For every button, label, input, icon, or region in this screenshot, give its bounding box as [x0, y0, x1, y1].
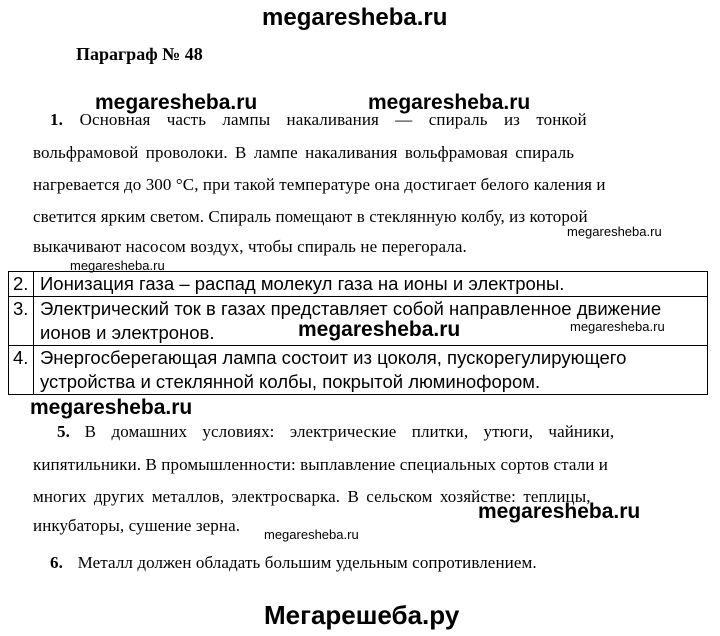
- answer-number: 1.: [50, 110, 63, 129]
- watermark: megaresheba.ru: [570, 319, 665, 334]
- watermark: megaresheba.ru: [567, 224, 662, 239]
- answer-line: Основная часть лампы накаливания — спираль из тонкой: [79, 110, 587, 129]
- table-cell-text: Энергосберегающая лампа состоит из цоколя, пускорегулирующего устройства и стеклянной колбы, покрытой люминофором.: [34, 346, 708, 395]
- answer-line: Металл должен обладать большим удельным сопротивлением.: [77, 553, 537, 572]
- watermark: megaresheba.ru: [30, 396, 193, 419]
- answer-line: В домашних условиях: электрические плитки, утюги, чайники,: [84, 422, 615, 441]
- page-title: Параграф № 48: [76, 44, 203, 64]
- answer-line: вольфрамовой проволоки. В лампе накаливания вольфрамовая спираль: [33, 143, 575, 162]
- answer-line: светится ярким светом. Спираль помещают в стеклянную колбу, из которой: [33, 207, 588, 226]
- watermark: megaresheba.ru: [478, 500, 641, 523]
- table-row: [9, 272, 708, 297]
- watermark: megaresheba.ru: [70, 258, 165, 273]
- table-cell-number: 4.: [9, 346, 34, 395]
- answer-line: нагревается до 300 °С, при такой температуре она достигает белого каления и: [33, 175, 606, 194]
- answer-line: выкачивают насосом воздух, чтобы спираль не перегорала.: [33, 237, 467, 256]
- watermark: megaresheba.ru: [95, 91, 258, 114]
- answer-6: [50, 553, 537, 573]
- table-row: [9, 346, 708, 395]
- watermark: megaresheba.ru: [298, 318, 461, 341]
- table-cell-number: 3.: [9, 297, 34, 346]
- answer-number: 6.: [50, 553, 63, 572]
- table-cell-number: 2.: [9, 272, 34, 297]
- answer-line: инкубаторы, сушение зерна.: [33, 516, 241, 535]
- answer-line: кипятильники. В промышленности: выплавление специальных сортов стали и: [33, 455, 609, 474]
- site-watermark-bottom: Мегарешеба.ру: [264, 600, 460, 630]
- site-watermark-top: megaresheba.ru: [262, 4, 448, 31]
- answer-line: многих других металлов, электросварка. В сельском хозяйстве: теплицы,: [33, 487, 591, 506]
- answer-number: 5.: [57, 422, 70, 441]
- watermark: megaresheba.ru: [368, 91, 531, 114]
- watermark: megaresheba.ru: [264, 527, 359, 542]
- table-cell-text: Электрический ток в газах представляет собой направленное движение ионов и электронов.: [34, 297, 708, 346]
- table-cell-text: Ионизация газа – распад молекул газа на ионы и электроны.: [34, 272, 708, 297]
